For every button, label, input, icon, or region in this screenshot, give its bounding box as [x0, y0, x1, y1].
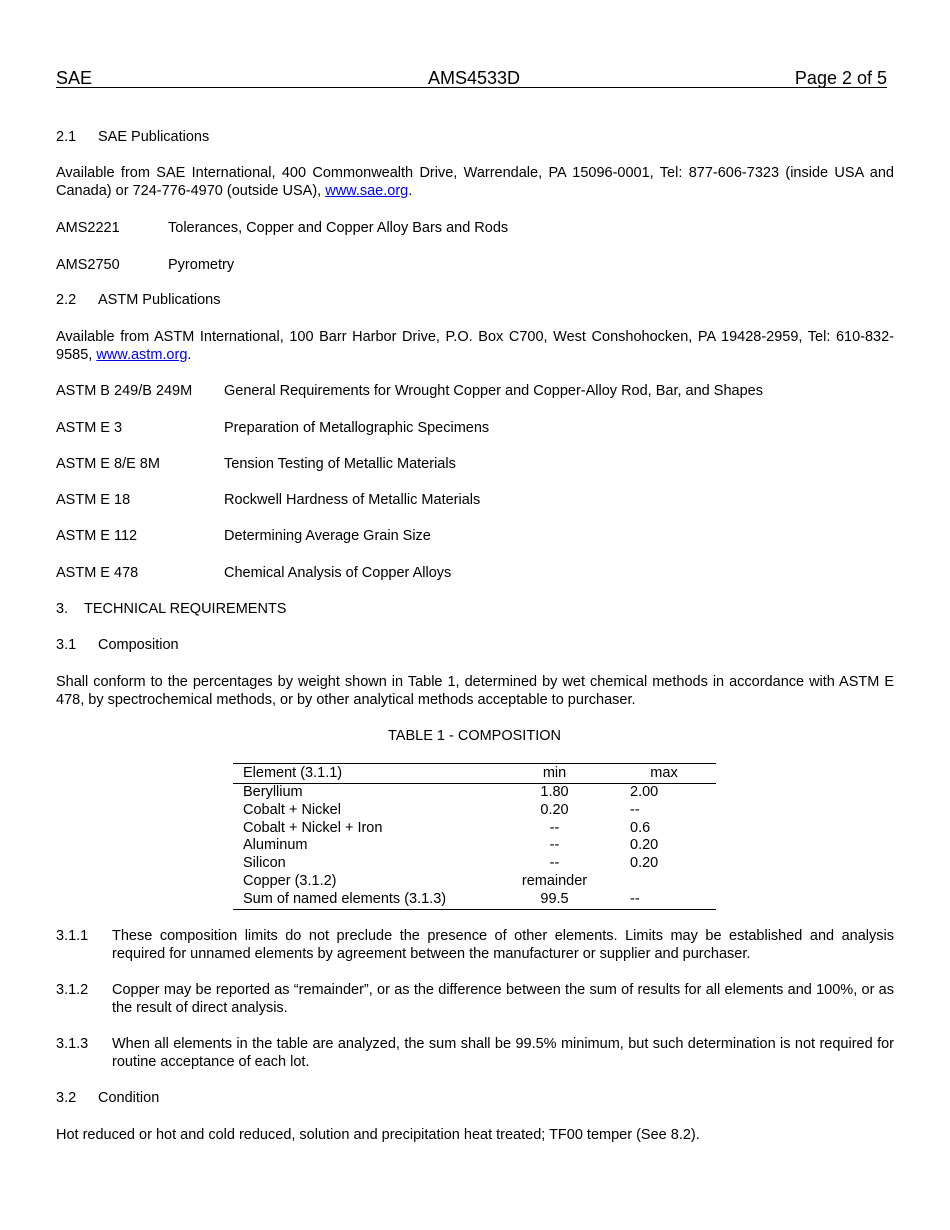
- reference-code: ASTM E 478: [56, 565, 139, 581]
- reference-code: ASTM E 18: [56, 492, 131, 508]
- cell-max: 0.6: [630, 819, 651, 836]
- sae-availability-paragraph: [56, 164, 894, 200]
- cell-max: 0.20: [630, 837, 659, 854]
- reference-code: ASTM E 112: [56, 528, 138, 544]
- sae-website-link[interactable]: www.sae.org: [325, 183, 409, 199]
- cell-max: 2.00: [630, 784, 659, 800]
- composition-paragraph: Shall conform to the percentages by weight shown in Table 1, determined by wet chemical methods in accordance with ASTM E 478, by spectrochemical methods, or by other analytical methods acceptable to purchaser.: [56, 674, 894, 708]
- subsection-3-1-2: [56, 981, 894, 1017]
- cell-element: Copper (3.1.2): [243, 872, 337, 889]
- section-title: TECHNICAL REQUIREMENTS: [84, 601, 287, 617]
- header-doc-number: AMS4533D: [428, 68, 521, 88]
- subsection-number: 3.1.2: [56, 982, 89, 998]
- section-3-1-heading: [56, 636, 179, 654]
- reference-title: General Requirements for Wrought Copper and Copper-Alloy Rod, Bar, and Shapes: [224, 383, 763, 399]
- cell-element: Cobalt + Nickel: [243, 801, 341, 818]
- section-title: SAE Publications: [98, 129, 210, 145]
- cell-max: --: [630, 890, 640, 907]
- cell-min: 1.80: [540, 784, 569, 800]
- cell-min: --: [549, 819, 560, 836]
- section-number: 3.2: [56, 1090, 77, 1106]
- header-rule: [56, 87, 887, 88]
- cell-max: 0.20: [630, 855, 659, 872]
- reference-title: Tension Testing of Metallic Materials: [224, 456, 456, 472]
- table-row: [233, 837, 716, 855]
- reference-title: Preparation of Metallographic Specimens: [224, 420, 490, 436]
- subsection-text: When all elements in the table are analyzed, the sum shall be 99.5% minimum, but such determination is not required for routine acceptance of each lot.: [112, 1036, 894, 1070]
- section-title: Composition: [98, 637, 179, 653]
- header-max: max: [650, 764, 678, 781]
- reference-code: ASTM E 8/E 8M: [56, 456, 160, 472]
- trailing-period: .: [187, 347, 192, 363]
- cell-element: Aluminum: [243, 837, 308, 854]
- cell-min: 99.5: [540, 890, 569, 907]
- subsection-number: 3.1.1: [56, 928, 89, 944]
- subsection-text: Copper may be reported as “remainder”, or as the difference between the sum of results for all elements and 100%, or as the result of direct analysis.: [112, 982, 894, 1016]
- header-page-number: Page 2 of 5: [794, 68, 887, 88]
- cell-min: 0.20: [540, 801, 569, 818]
- reference-code: ASTM E 3: [56, 420, 123, 436]
- subsection-number: 3.1.3: [56, 1036, 89, 1052]
- section-number: 2.1: [56, 129, 77, 145]
- header-org: SAE: [56, 68, 93, 88]
- cell-min: --: [549, 855, 560, 872]
- trailing-period: .: [408, 183, 413, 199]
- section-3-heading: [56, 600, 286, 618]
- subsection-3-1-1: [56, 927, 894, 963]
- subsection-3-1-3: [56, 1035, 894, 1071]
- condition-paragraph: Hot reduced or hot and cold reduced, solution and precipitation heat treated; TF00 temper (See 8.2).: [56, 1127, 700, 1143]
- table-row: [233, 784, 716, 802]
- reference-title: Tolerances, Copper and Copper Alloy Bars and Rods: [168, 220, 509, 236]
- astm-availability-paragraph: [56, 328, 894, 364]
- availability-text: Available from SAE International, 400 Commonwealth Drive, Warrendale, PA 15096-0001, Tel: 877-606-7323 (inside USA and Canada) or 724-776-4970 (outside USA),: [56, 165, 894, 199]
- reference-code: AMS2750: [56, 257, 120, 273]
- section-title: Condition: [98, 1090, 160, 1106]
- section-2-2-heading: [56, 291, 221, 309]
- astm-website-link[interactable]: www.astm.org: [96, 347, 188, 363]
- table-row: [233, 873, 716, 891]
- table-row: [233, 891, 716, 909]
- header-element: Element (3.1.1): [243, 764, 343, 781]
- cell-element: Silicon: [243, 855, 286, 872]
- table-row: [233, 855, 716, 873]
- availability-text: Available from ASTM International, 100 Barr Harbor Drive, P.O. Box C700, West Conshohocken, PA 19428-2959, Tel: 610-832-9585,: [56, 329, 894, 363]
- table-header-row: [233, 764, 716, 784]
- reference-title: Determining Average Grain Size: [224, 528, 431, 544]
- cell-max: --: [630, 801, 640, 818]
- reference-title: Chemical Analysis of Copper Alloys: [224, 565, 452, 581]
- reference-title: Pyrometry: [168, 257, 235, 273]
- table-caption: TABLE 1 - COMPOSITION: [388, 728, 561, 744]
- reference-code: ASTM B 249/B 249M: [56, 383, 193, 399]
- reference-code: AMS2221: [56, 220, 120, 236]
- section-2-1-heading: [56, 128, 209, 146]
- header-min: min: [542, 764, 567, 781]
- section-number: 3.: [56, 601, 69, 617]
- cell-element: Beryllium: [243, 784, 303, 800]
- subsection-text: These composition limits do not preclude the presence of other elements. Limits may be established and analysis required for unnamed elements by agreement between the manufacturer or supplier and purchaser.: [112, 928, 894, 962]
- cell-element: Cobalt + Nickel + Iron: [243, 819, 383, 836]
- table-row: [233, 820, 716, 838]
- reference-title: Rockwell Hardness of Metallic Materials: [224, 492, 481, 508]
- section-number: 2.2: [56, 292, 77, 308]
- composition-table: [233, 763, 716, 910]
- section-3-2-heading: [56, 1089, 159, 1107]
- section-number: 3.1: [56, 637, 77, 653]
- section-title: ASTM Publications: [98, 292, 221, 308]
- cell-max: [612, 873, 716, 891]
- cell-min: remainder: [521, 872, 588, 889]
- cell-min: --: [549, 837, 560, 854]
- table-row: [233, 802, 716, 820]
- cell-element: Sum of named elements (3.1.3): [243, 890, 447, 907]
